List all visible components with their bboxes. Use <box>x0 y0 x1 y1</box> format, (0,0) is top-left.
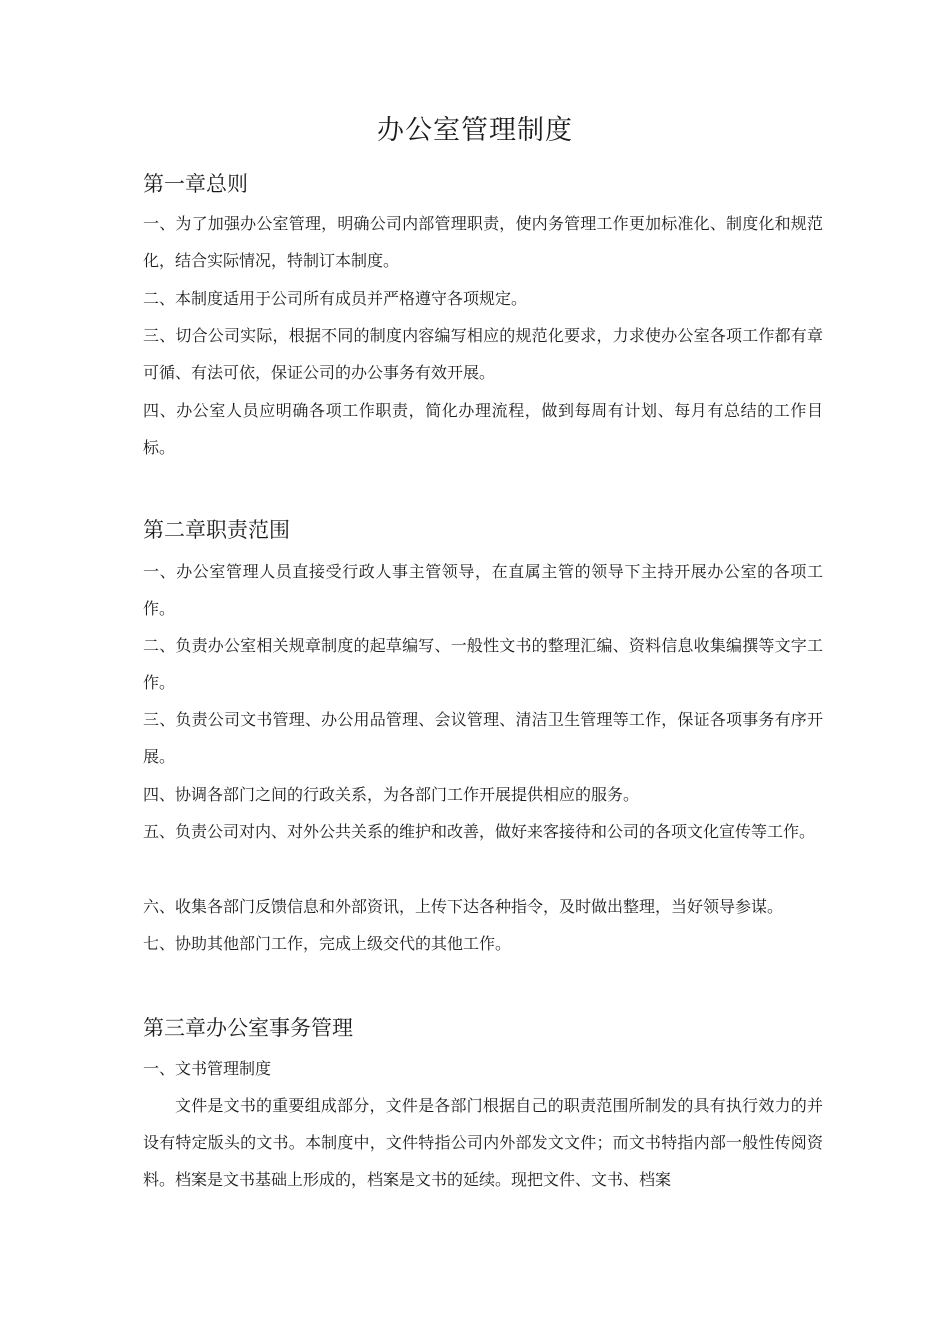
chapter-1-heading: 第一章总则 <box>143 172 248 196</box>
chapter-2-item-7: 七、协助其他部门工作，完成上级交代的其他工作。 <box>143 934 512 953</box>
chapter-2-item-2: 二、负责办公室相关规章制度的起草编写、一般性文书的整理汇编、资料信息收集编撰等文字工作。 <box>143 636 823 692</box>
document-title: 办公室管理制度 <box>377 115 573 146</box>
chapter-2-item-3: 三、负责公司文书管理、办公用品管理、会议管理、清洁卫生管理等工作，保证各项事务有序开展。 <box>143 710 823 766</box>
chapter-2-item-6: 六、收集各部门反馈信息和外部资讯，上传下达各种指令，及时做出整理，当好领导参谋。 <box>143 897 784 916</box>
chapter-2-heading: 第二章职责范围 <box>143 518 290 542</box>
chapter-1-item-3: 三、切合公司实际，根据不同的制度内容编写相应的规范化要求，力求使办公室各项工作都有章可循、有法可依，保证公司的办公事务有效开展。 <box>143 326 823 382</box>
chapter-3-subheading: 一、文书管理制度 <box>143 1059 272 1078</box>
chapter-1-item-4: 四、办公室人员应明确各项工作职责，简化办理流程，做到每周有计划、每月有总结的工作目标。 <box>143 401 823 457</box>
chapter-3-body: 文件是文书的重要组成部分，文件是各部门根据自己的职责范围所制发的具有执行效力的并设有特定版头的文书。本制度中，文件特指公司内外部发文文件；而文书特指内部一般性传阅资料。档案是文书基础上形成的，档案是文书的延续。现把文件、文书、档案 <box>143 1096 823 1189</box>
chapter-2-item-4: 四、协调各部门之间的行政关系，为各部门工作开展提供相应的服务。 <box>143 785 640 804</box>
chapter-2-item-5: 五、负责公司对内、对外公共关系的维护和改善，做好来客接待和公司的各项文化宣传等工作。 <box>143 822 816 841</box>
chapter-1-item-1: 一、为了加强办公室管理，明确公司内部管理职责，使内务管理工作更加标准化、制度化和规范化，结合实际情况，特制订本制度。 <box>143 214 823 270</box>
chapter-2-item-1: 一、办公室管理人员直接受行政人事主管领导，在直属主管的领导下主持开展办公室的各项工作。 <box>143 562 823 618</box>
chapter-3-heading: 第三章办公室事务管理 <box>143 1016 353 1040</box>
chapter-1-item-2: 二、本制度适用于公司所有成员并严格遵守各项规定。 <box>143 289 528 308</box>
